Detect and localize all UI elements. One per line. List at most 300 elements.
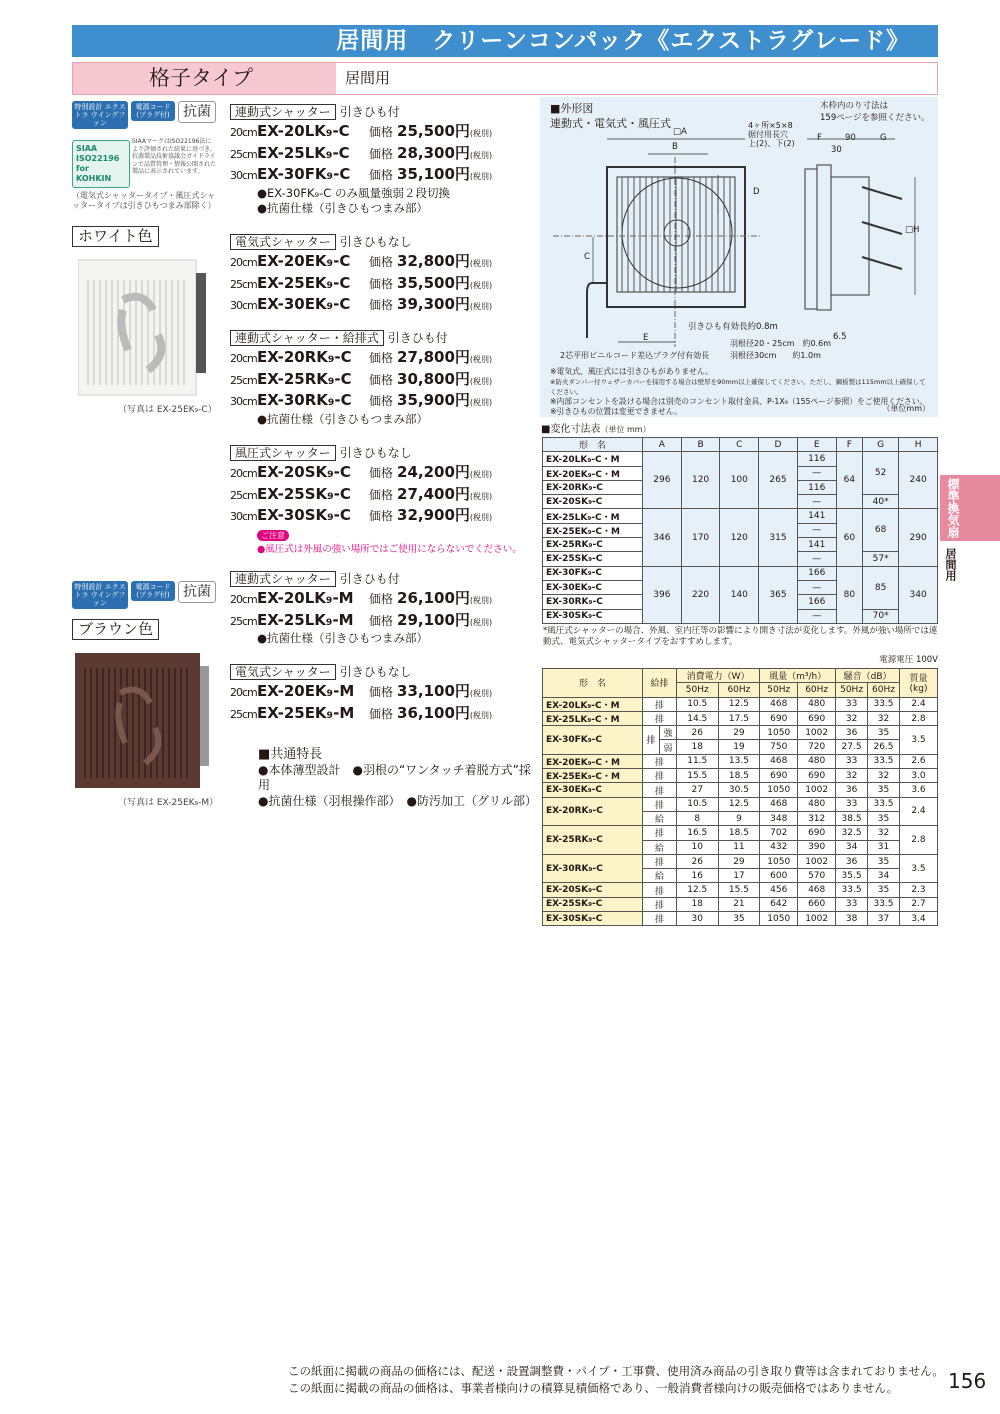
product-item — [230, 462, 535, 484]
model-number: EX-25LK₉-C — [257, 143, 350, 162]
price-label: 価格 — [369, 168, 394, 182]
mass: 2.4 — [900, 697, 938, 711]
product-item — [230, 390, 535, 412]
dim-unit: （単位 mm） — [600, 425, 651, 434]
model-number: EX-20LK₉-C — [257, 122, 350, 140]
price: 32,800円 — [397, 252, 470, 270]
spec-value: 32 — [868, 711, 900, 725]
model: EX-30EK₉-C — [543, 580, 643, 594]
pull-cord-note: 引きひもなし — [339, 235, 412, 249]
model: EX-20LK₉-C・M — [543, 452, 643, 466]
note: ※引きひもの位置は変更できません。 — [550, 407, 682, 416]
dim-header: G — [863, 438, 899, 452]
spec-value: 1002 — [798, 854, 836, 868]
subheader — [72, 62, 938, 95]
spec-row — [543, 783, 938, 797]
hz-header: 50Hz — [760, 683, 798, 697]
dim-H: 290 — [899, 509, 938, 566]
supply-exhaust: 排 — [643, 854, 677, 868]
spec-value: 26.5 — [868, 740, 900, 754]
spec-value: 15.5 — [676, 769, 718, 783]
features-title: ■共通特長 — [258, 747, 323, 762]
holes-1: 4ヶ所×5×8 — [748, 121, 793, 130]
spec-value: 750 — [760, 740, 798, 754]
spec-value: 18.5 — [718, 769, 760, 783]
dim-H: 240 — [899, 452, 938, 509]
model-number: EX-20LK₉-M — [257, 589, 354, 607]
mass: 2.6 — [900, 754, 938, 768]
mass: 2.8 — [900, 826, 938, 855]
product-item — [230, 505, 535, 527]
supply-exhaust: 給 — [643, 840, 677, 854]
dim-header: D — [759, 438, 798, 452]
dim-E: — — [797, 609, 836, 623]
supply-exhaust: 給 — [643, 811, 677, 825]
spec-value: 26 — [676, 854, 718, 868]
model: EX-25RK₉-C — [543, 538, 643, 552]
spec-row — [543, 897, 938, 911]
product-item — [230, 681, 535, 703]
unit-label: （単位mm） — [882, 404, 930, 413]
model: EX-20EK₉-C・M — [543, 754, 643, 768]
spec-value: 468 — [760, 797, 798, 811]
product-item — [230, 121, 535, 143]
feature-badges — [72, 101, 216, 129]
model: EX-20LK₉-C・M — [543, 697, 643, 711]
spec-value: 480 — [798, 697, 836, 711]
size: 20cm — [230, 352, 257, 365]
voltage: 電源電圧 100V — [879, 655, 938, 665]
model: EX-30RK₉-C — [543, 854, 643, 883]
model-number: EX-25SK₉-C — [257, 484, 351, 503]
spec-value: 38.5 — [836, 811, 868, 825]
spec-value: 348 — [760, 811, 798, 825]
supply-exhaust: 排 — [643, 826, 677, 840]
dim-G: 85 — [863, 566, 899, 609]
hz-header: 50Hz — [676, 683, 718, 697]
shutter-type-tag: 電気式シャッター — [230, 664, 336, 680]
size: 30cm — [230, 299, 257, 312]
spec-value: 14.5 — [676, 711, 718, 725]
size: 30cm — [230, 510, 257, 523]
dim-D: 365 — [759, 566, 798, 623]
siaa-logo — [72, 140, 130, 188]
model: EX-25LK₉-C・M — [543, 711, 643, 725]
product-item — [230, 588, 535, 610]
price: 36,100円 — [397, 703, 470, 722]
feature-badges-brown — [72, 581, 216, 609]
spec-value: 1002 — [798, 726, 836, 740]
model: EX-25EK₉-C・M — [543, 769, 643, 783]
pull-cord-note: 引きひも付 — [387, 331, 448, 345]
spec-value: 34 — [836, 840, 868, 854]
price-label: 価格 — [369, 351, 394, 365]
size: 20cm — [230, 126, 257, 139]
wing-size-1: 羽根径20・25cm 約0.6m — [730, 339, 832, 348]
common-features — [258, 747, 537, 809]
dim-90: 90 — [845, 133, 856, 143]
tax-note: (税別) — [469, 129, 493, 138]
spec-value: 11.5 — [676, 754, 718, 768]
spec-row — [543, 726, 938, 740]
holes-3: 上(2)、下(2) — [748, 139, 795, 148]
price-label: 価格 — [369, 509, 394, 523]
dim-H: □H — [905, 225, 920, 235]
spec-value: 312 — [798, 811, 836, 825]
use-label: 居間用 — [345, 69, 391, 87]
spec-value: 1050 — [760, 783, 798, 797]
model: EX-20SK₉-C — [543, 883, 643, 897]
power-cord-badge: 電源コード (プラグ付) — [131, 581, 175, 601]
bullet-note: ●抗菌仕様（引きひもつまみ部） — [257, 200, 429, 215]
dim-G-shutter: 70* — [863, 609, 899, 623]
model: EX-30FK₉-C — [543, 726, 643, 755]
plug-cord-length: 2芯平形ビニルコード差込プラグ付有効長 — [560, 351, 710, 360]
spec-value: 16.5 — [676, 826, 718, 840]
price-label: 価格 — [369, 372, 394, 387]
model-number: EX-25EK₉-M — [257, 703, 355, 722]
dim-header: F — [836, 438, 863, 452]
model: EX-30RK₉-C — [543, 595, 643, 609]
feature-line: ●抗菌仕様（羽根操作部） ●防汚加工（グリル部） — [258, 793, 537, 808]
tax-note: (税別) — [469, 302, 493, 311]
spec-row — [543, 883, 938, 897]
spec-value: 37 — [868, 912, 900, 926]
note: ※内部コンセントを設ける場合は別売のコンセント取付金具、P-1X₉（155ページ参照）をご使用ください。 — [550, 397, 928, 406]
tax-note: (税別) — [469, 596, 493, 605]
dim-E: — — [797, 523, 836, 537]
dim-row — [543, 566, 938, 580]
spec-value: 27 — [676, 783, 718, 797]
model: EX-20RK₉-C — [543, 480, 643, 494]
model: EX-20SK₉-C — [543, 495, 643, 509]
spec-value: 432 — [760, 840, 798, 854]
model: EX-25SK₉-C — [543, 552, 643, 566]
spec-value: 600 — [760, 869, 798, 883]
spec-row — [543, 826, 938, 840]
dim-G: G — [880, 133, 887, 143]
spec-value: 690 — [798, 826, 836, 840]
model-number: EX-25EK₉-C — [257, 273, 351, 292]
spec-value: 35.5 — [836, 869, 868, 883]
spec-row — [543, 769, 938, 783]
price-label: 価格 — [369, 487, 394, 502]
product-item — [230, 610, 535, 632]
tax-note: (税別) — [469, 398, 493, 407]
hz-header: 50Hz — [836, 683, 868, 697]
dim-E: 166 — [797, 566, 836, 580]
page-header: 居間用 クリーンコンパック《エクストラグレード》 — [72, 25, 938, 57]
price: 28,300円 — [397, 143, 470, 162]
spec-value: 1002 — [798, 912, 836, 926]
spec-value: 33.5 — [868, 897, 900, 911]
dim-B: B — [672, 142, 678, 152]
antibacterial-badge: 抗菌 — [178, 581, 216, 603]
dim-F: 80 — [836, 566, 863, 623]
spec-value: 35 — [868, 783, 900, 797]
dim-table-note: *風圧式シャッターの場合、外風、室内圧等の影響により開き寸法が変化します。外風が強い場所では連動式、電気式シャッタータイプをおすすめします。 — [543, 626, 938, 647]
side-tab — [940, 475, 1000, 541]
model: EX-20RK₉-C — [543, 797, 643, 826]
supply-exhaust: 排 — [643, 883, 677, 897]
white-color-label: ホワイト色 — [72, 226, 159, 247]
model-number: EX-30EK₉-C — [257, 295, 351, 313]
spec-value: 30 — [676, 912, 718, 926]
spec-value: 31 — [868, 840, 900, 854]
hz-header: 60Hz — [798, 683, 836, 697]
model: EX-30FK₉-C — [543, 566, 643, 580]
pull-cord-length: 引きひも有効長約0.8m — [688, 322, 778, 332]
model-number: EX-20EK₉-M — [257, 682, 355, 700]
product-item — [230, 294, 535, 316]
spec-value: 36 — [836, 783, 868, 797]
price-label: 価格 — [369, 706, 394, 721]
hz-header: 60Hz — [868, 683, 900, 697]
dim-C: 140 — [720, 566, 759, 623]
mass: 3.4 — [900, 912, 938, 926]
spec-value: 33 — [836, 697, 868, 711]
frame-ref-1: 木枠内のり寸法は — [820, 101, 889, 111]
supply-exhaust: 排 — [643, 711, 677, 725]
dim-title: ■変化寸法表 — [541, 424, 601, 435]
spec-value: 18 — [676, 897, 718, 911]
dim-F: F — [817, 133, 822, 143]
shutter-type-tag: 風圧式シャッター — [230, 445, 336, 461]
dim-E: — — [797, 466, 836, 480]
supply-exhaust: 排 — [643, 897, 677, 911]
supply-exhaust: 排 — [643, 726, 660, 755]
dim-E: 116 — [797, 480, 836, 494]
diagram-title: ■外形図 — [550, 102, 594, 115]
price-label: 価格 — [369, 298, 394, 312]
size: 20cm — [230, 593, 257, 606]
spec-value: 10 — [676, 840, 718, 854]
size: 25cm — [230, 707, 257, 721]
size: 20cm — [230, 686, 257, 699]
siaa-note: （電気式シャッタータイプ・風圧式シャッタータイプは引きひもつまみ部除く） — [72, 191, 216, 210]
model-number: EX-30SK₉-C — [257, 506, 351, 524]
model: EX-30EK₉-C — [543, 783, 643, 797]
spec-value: 16 — [676, 869, 718, 883]
product-section — [230, 234, 535, 316]
spec-value: 35 — [868, 726, 900, 740]
speed-mode: 強 — [659, 726, 676, 740]
tax-note: (税別) — [469, 150, 493, 160]
dim-E: — — [797, 495, 836, 509]
size: 30cm — [230, 169, 257, 182]
spec-value: 702 — [760, 826, 798, 840]
dim-30: 30 — [831, 145, 842, 155]
tax-note: (税別) — [469, 376, 493, 386]
pull-cord-note: 引きひもなし — [339, 665, 412, 679]
mass: 2.8 — [900, 711, 938, 725]
noise-header: 騒音（dB） — [836, 669, 900, 683]
spec-value: 32 — [868, 769, 900, 783]
spec-row — [543, 912, 938, 926]
white-photo-caption: （写真は EX-25EK₉-C） — [118, 405, 217, 415]
dim-F: 60 — [836, 509, 863, 566]
price: 35,900円 — [397, 391, 470, 409]
product-item — [230, 484, 535, 506]
shutter-type-row — [230, 330, 535, 347]
price: 35,100円 — [397, 165, 470, 183]
mass: 3.6 — [900, 783, 938, 797]
model: EX-30SK₉-C — [543, 609, 643, 623]
warning-note: ●風圧式は外風の強い場所ではご使用にならないでください。 — [257, 543, 522, 555]
spec-value: 35 — [868, 854, 900, 868]
pull-cord-note: 引きひも付 — [339, 572, 400, 586]
size: 25cm — [230, 373, 257, 387]
dim-F: 64 — [836, 452, 863, 509]
price: 26,100円 — [397, 589, 470, 607]
mass: 3.0 — [900, 769, 938, 783]
spec-value: 35 — [868, 811, 900, 825]
frame-ref-2: 159ページを参照ください。 — [820, 112, 930, 123]
dim-A: 296 — [643, 452, 682, 509]
dim-G: 68 — [863, 509, 899, 552]
brown-photo-caption: （写真は EX-25EK₉-M） — [118, 798, 219, 808]
dim-E: 141 — [797, 509, 836, 523]
type-label: 格子タイプ — [73, 63, 336, 94]
dim-C: C — [584, 252, 590, 262]
spec-value: 33 — [836, 797, 868, 811]
model: EX-25RK₉-C — [543, 826, 643, 855]
brown-fan-photo — [75, 648, 210, 794]
product-item — [230, 369, 535, 391]
spec-value: 480 — [798, 797, 836, 811]
shutter-type-tag: 電気式シャッター — [230, 234, 336, 250]
spec-value: 456 — [760, 883, 798, 897]
spec-value: 660 — [798, 897, 836, 911]
dim-B: 170 — [681, 509, 720, 566]
antibacterial-badge: 抗菌 — [178, 101, 216, 123]
spec-value: 11 — [718, 840, 760, 854]
dim-E: E — [643, 333, 649, 343]
diagram-subtitle: 連動式・電気式・風圧式 — [550, 117, 671, 130]
spec-value: 480 — [798, 754, 836, 768]
spec-row — [543, 697, 938, 711]
tax-note: (税別) — [469, 280, 493, 290]
spec-value: 36 — [836, 854, 868, 868]
dim-D: 265 — [759, 452, 798, 509]
dim-table-title — [541, 424, 651, 436]
spec-row — [543, 797, 938, 811]
hz-header: 60Hz — [718, 683, 760, 697]
dim-header: B — [681, 438, 720, 452]
spec-value: 27.5 — [836, 740, 868, 754]
dim-B: 120 — [681, 452, 720, 509]
price-label: 価格 — [369, 125, 394, 139]
dim-H: 340 — [899, 566, 938, 623]
mass: 2.4 — [900, 797, 938, 826]
mass: 2.7 — [900, 897, 938, 911]
size: 20cm — [230, 467, 257, 480]
spec-value: 32 — [868, 826, 900, 840]
dim-G: 52 — [863, 452, 899, 495]
bullet-note: ●抗菌仕様（引きひもつまみ部） — [257, 411, 429, 426]
spec-value: 390 — [798, 840, 836, 854]
spec-value: 570 — [798, 869, 836, 883]
mass: 2.3 — [900, 883, 938, 897]
spec-value: 9 — [718, 811, 760, 825]
bullet-note: ●抗菌仕様（引きひもつまみ部） — [257, 631, 429, 645]
spec-value: 720 — [798, 740, 836, 754]
dim-E: — — [797, 580, 836, 594]
pull-cord-note: 引きひもなし — [339, 446, 412, 460]
supply-exhaust: 排 — [643, 912, 677, 926]
wing-size-2: 羽根径30cm 約1.0m — [730, 351, 821, 360]
spec-value: 38 — [836, 912, 868, 926]
spec-value: 21 — [718, 897, 760, 911]
dim-C: 100 — [720, 452, 759, 509]
price-label: 価格 — [369, 592, 394, 606]
mount-holes-note — [748, 121, 795, 148]
model: EX-20EK₉-C・M — [543, 466, 643, 480]
dim-B: 220 — [681, 566, 720, 623]
dim-header: E — [797, 438, 836, 452]
product-item — [230, 347, 535, 369]
dim-header: 形 名 — [543, 438, 643, 452]
dim-6-5: 6.5 — [833, 332, 847, 342]
spec-value: 18 — [676, 740, 718, 754]
siaa-logo-text: SIAA ISO22196 for KOHKIN — [76, 144, 120, 183]
size: 25cm — [230, 277, 257, 291]
spec-value: 1050 — [760, 854, 798, 868]
speed-mode: 弱 — [659, 740, 676, 754]
model-number: EX-20SK₉-C — [257, 463, 351, 481]
dim-header-row — [543, 438, 938, 452]
dim-row — [543, 509, 938, 523]
product-item — [230, 703, 535, 725]
tax-note: (税別) — [469, 259, 493, 268]
model: EX-30SK₉-C — [543, 912, 643, 926]
brown-color-label: ブラウン色 — [72, 619, 159, 640]
power-header: 消費電力（W） — [676, 669, 759, 683]
spec-value: 36 — [836, 726, 868, 740]
spec-value: 18.5 — [718, 826, 760, 840]
diagram-notes — [550, 367, 930, 417]
spec-value: 690 — [760, 769, 798, 783]
price-label: 価格 — [369, 466, 394, 480]
size: 30cm — [230, 395, 257, 408]
product-section — [230, 664, 535, 724]
spec-value: 17.5 — [718, 711, 760, 725]
size: 20cm — [230, 256, 257, 269]
spec-value: 690 — [798, 769, 836, 783]
dim-E: 166 — [797, 595, 836, 609]
footer-line-1: この紙面に掲載の商品の価格には、配送・設置調整費・パイプ・工事費、使用済み商品の引き取り費等は含まれておりません。 — [288, 1364, 944, 1378]
spec-value: 8 — [676, 811, 718, 825]
product-section — [230, 330, 535, 427]
model: EX-25SK₉-C — [543, 897, 643, 911]
spec-value: 32.5 — [836, 826, 868, 840]
spec-value: 29 — [718, 854, 760, 868]
spec-value: 642 — [760, 897, 798, 911]
shutter-type-tag: 連動式シャッター・給排式 — [230, 330, 384, 346]
price: 25,500円 — [397, 122, 470, 140]
spec-value: 32 — [836, 769, 868, 783]
tax-note: (税別) — [469, 513, 493, 522]
spec-value: 690 — [798, 711, 836, 725]
supply-exhaust: 排 — [643, 697, 677, 711]
caution-badge: ご注意 — [257, 530, 289, 541]
dim-A: 346 — [643, 509, 682, 566]
spec-value: 29 — [718, 726, 760, 740]
spec-value: 468 — [760, 697, 798, 711]
spec-value: 12.5 — [718, 697, 760, 711]
spec-value: 33.5 — [868, 797, 900, 811]
product-section — [230, 445, 535, 555]
